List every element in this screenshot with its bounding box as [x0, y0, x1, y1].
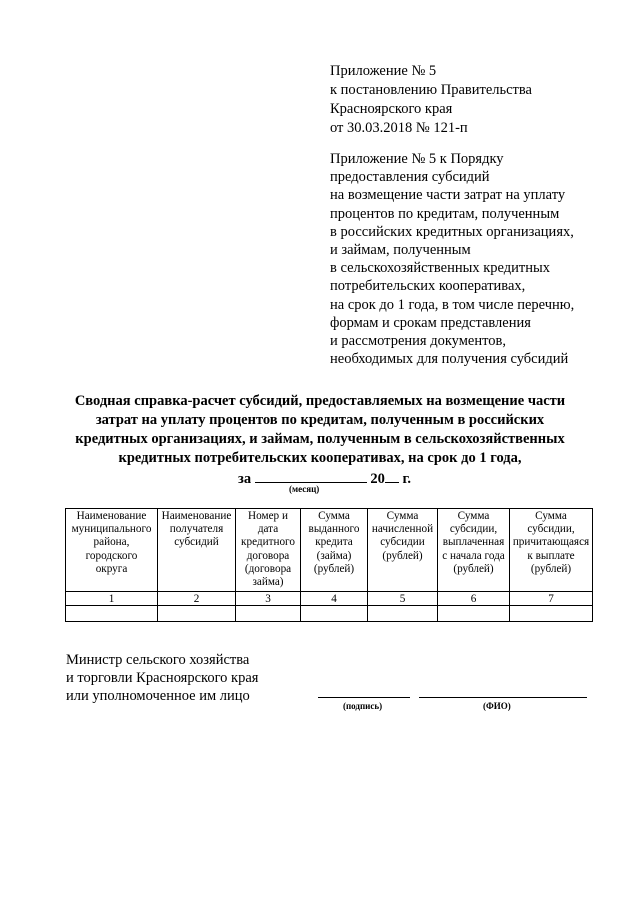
appendix-order-line: на срок до 1 года, в том числе перечню,	[330, 296, 575, 313]
appendix-order-line: формам и срокам представления	[330, 314, 531, 331]
empty-cell	[438, 606, 510, 622]
signature-line	[318, 697, 410, 698]
appendix-order-line: необходимых для получения субсидий	[330, 351, 569, 368]
name-caption: (ФИО)	[483, 701, 511, 711]
column-number: 1	[66, 592, 158, 606]
empty-cell	[66, 606, 158, 622]
column-number: 7	[510, 592, 593, 606]
title-line: кредитных потребительских кооперативах, на срок до 1 года,	[118, 450, 522, 466]
signature-caption: (подпись)	[343, 701, 383, 711]
title-line: кредитных организациях, и займам, полученным в сельскохозяйственных	[75, 431, 565, 447]
appendix-header-line: от 30.03.2018 № 121-п	[330, 120, 468, 136]
header-cell-recipient: Наименование получателя субсидий	[158, 509, 236, 592]
appendix-order-line: потребительских кооперативах,	[330, 278, 526, 295]
appendix-order-line: предоставления субсидий	[330, 169, 490, 186]
column-number: 2	[158, 592, 236, 606]
year-blank	[385, 469, 399, 483]
appendix-header-line: Приложение № 5	[330, 63, 437, 79]
appendix-header-line: Красноярского края	[330, 101, 453, 117]
document-title	[40, 392, 600, 468]
header-cell-contract: Номер и дата кредитного договора (договора займа)	[236, 509, 301, 592]
appendix-order-line: на возмещение части затрат на уплату	[330, 187, 566, 204]
appendix-header	[330, 62, 532, 138]
title-line: Сводная справка-расчет субсидий, предоставляемых на возмещение части	[74, 393, 566, 409]
appendix-order-line: в сельскохозяйственных кредитных	[330, 260, 550, 277]
subsidy-table	[65, 508, 593, 622]
minister-line: Министр сельского хозяйства	[66, 652, 250, 668]
column-number-row	[66, 592, 593, 606]
empty-cell	[510, 606, 593, 622]
column-number: 6	[438, 592, 510, 606]
appendix-header-line: к постановлению Правительства	[330, 82, 532, 98]
appendix-order-line: Приложение № 5 к Порядку	[330, 151, 504, 167]
appendix-order-line: и займам, полученным	[330, 242, 471, 259]
period-year-prefix: 20	[370, 471, 385, 487]
month-caption: (месяц)	[289, 484, 320, 494]
minister-line: и торговли Красноярского края	[66, 670, 259, 686]
header-cell-accrued-subsidy: Сумма начисленной субсидии (рублей)	[368, 509, 438, 592]
month-blank	[255, 469, 367, 483]
minister-title	[66, 651, 258, 705]
table-header-row	[66, 509, 593, 592]
column-number: 5	[368, 592, 438, 606]
appendix-order-reference	[330, 150, 574, 368]
empty-cell	[158, 606, 236, 622]
empty-cell	[236, 606, 301, 622]
appendix-order-line: и рассмотрения документов,	[330, 333, 506, 350]
table-row-empty	[66, 606, 593, 622]
period-line	[238, 469, 411, 488]
column-number: 4	[301, 592, 368, 606]
header-cell-loan-amount: Сумма выданного кредита (займа) (рублей)	[301, 509, 368, 592]
header-cell-paid-subsidy: Сумма субсидии, выплаченная с начала года (рублей)	[438, 509, 510, 592]
minister-line: или уполномоченное им лицо	[66, 688, 250, 704]
column-number: 3	[236, 592, 301, 606]
header-cell-district: Наименование муниципального района, городского округа	[66, 509, 158, 592]
title-line: затрат на уплату процентов по кредитам, полученным в российских	[95, 412, 545, 428]
period-prefix: за	[238, 471, 252, 487]
name-line	[419, 697, 587, 698]
empty-cell	[301, 606, 368, 622]
header-cell-due-subsidy: Сумма субсидии, причитающаяся к выплате (рублей)	[510, 509, 593, 592]
period-suffix: г.	[402, 471, 412, 487]
empty-cell	[368, 606, 438, 622]
appendix-order-line: процентов по кредитам, полученным	[330, 205, 560, 222]
appendix-order-line: в российских кредитных организациях,	[330, 223, 574, 240]
